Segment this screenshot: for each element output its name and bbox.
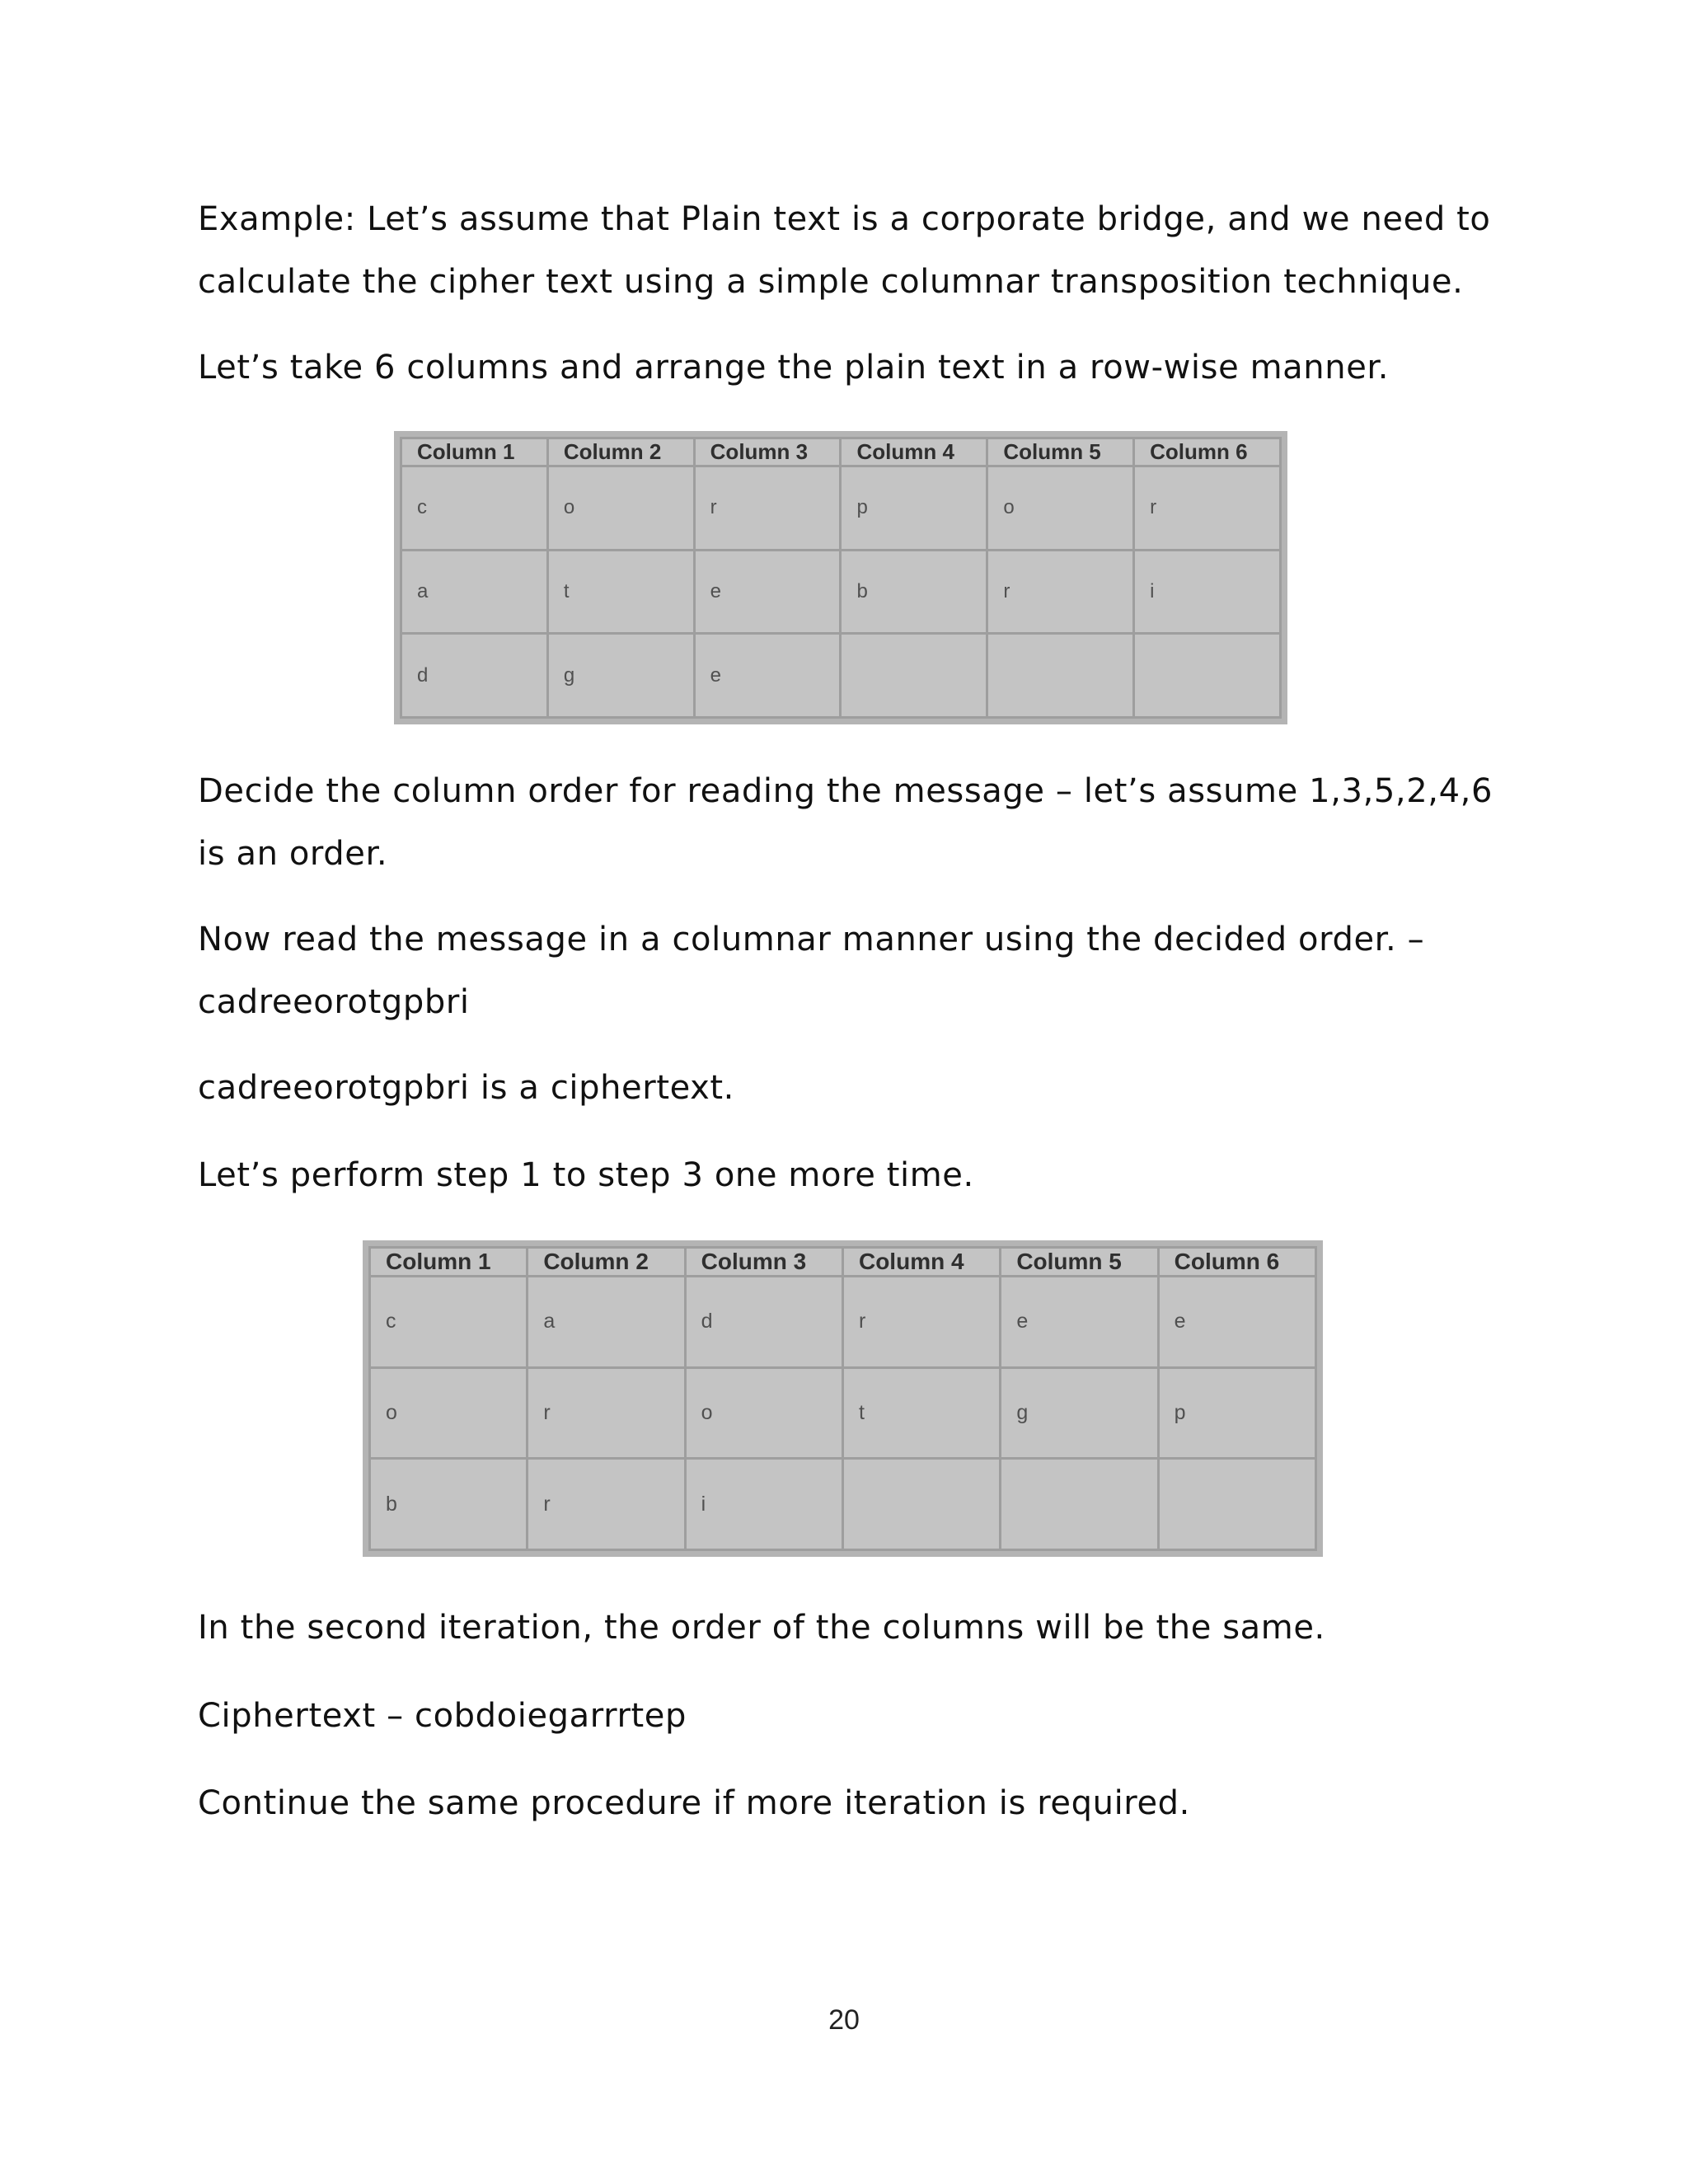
second-table-grid (368, 1246, 1317, 1551)
table-cell: a (528, 1277, 685, 1368)
table-cell: i (685, 1459, 842, 1550)
table-cell: o (547, 466, 694, 551)
continue-paragraph (198, 1772, 1500, 1835)
final-ciphertext-paragraph (198, 1685, 1500, 1747)
second-iteration-paragraph (198, 1596, 1500, 1659)
column-header: Column 6 (1134, 438, 1281, 466)
continue-text: Continue the same procedure if more iteration is required. (198, 1784, 1190, 1822)
table-cell: t (547, 550, 694, 634)
table-cell: e (694, 634, 841, 718)
table-cell: i (1134, 550, 1281, 634)
column-header: Column 3 (685, 1248, 842, 1277)
table-cell: t (842, 1367, 1000, 1459)
column-header: Column 5 (987, 438, 1134, 466)
table-cell: a (401, 550, 548, 634)
table-cell: o (370, 1367, 528, 1459)
table-cell (841, 634, 987, 718)
decide-order-paragraph (198, 760, 1500, 885)
intro-paragraph (198, 188, 1500, 313)
column-header: Column 1 (401, 438, 548, 466)
table-cell: c (370, 1277, 528, 1368)
intro-line-2: calculate the cipher text using a simple columnar transposition technique. (198, 263, 1464, 301)
table-cell (1134, 634, 1281, 718)
table-cell: r (694, 466, 841, 551)
repeat-statement: Let’s perform step 1 to step 3 one more time. (198, 1156, 974, 1194)
table-row (401, 550, 1281, 634)
final-ciphertext-text: Ciphertext – cobdoiegarrrtep (198, 1697, 687, 1735)
column-header: Column 1 (370, 1248, 528, 1277)
read-message-paragraph (198, 908, 1500, 1033)
decide-line-1: Decide the column order for reading the message – let’s assume 1,3,5,2,4,6 (198, 772, 1493, 810)
table-cell: p (1158, 1367, 1315, 1459)
table-cell: g (547, 634, 694, 718)
table-cell: e (694, 550, 841, 634)
table-row (401, 634, 1281, 718)
take-columns-text: Let’s take 6 columns and arrange the plain text in a row-wise manner. (198, 349, 1390, 387)
table-cell: b (841, 550, 987, 634)
table-cell: r (528, 1459, 685, 1550)
table-header-row (401, 438, 1281, 466)
table-cell: r (528, 1367, 685, 1459)
table-cell: e (1001, 1277, 1158, 1368)
table-cell (1158, 1459, 1315, 1550)
repeat-steps-paragraph (198, 1144, 1500, 1207)
table-cell: d (401, 634, 548, 718)
column-header: Column 6 (1158, 1248, 1315, 1277)
table-cell: g (1001, 1367, 1158, 1459)
column-header: Column 3 (694, 438, 841, 466)
table-row (370, 1459, 1316, 1550)
table-cell: p (841, 466, 987, 551)
table-cell (1001, 1459, 1158, 1550)
table-cell: o (685, 1367, 842, 1459)
table-cell: o (987, 466, 1134, 551)
column-header: Column 4 (842, 1248, 1000, 1277)
table-cell: e (1158, 1277, 1315, 1368)
read-line-1: Now read the message in a columnar manner using the decided order. – (198, 921, 1425, 958)
table-cell: r (842, 1277, 1000, 1368)
intro-line-1: Example: Let’s assume that Plain text is a corporate bridge, and we need to (198, 200, 1491, 238)
decide-line-2: is an order. (198, 835, 388, 873)
table-cell (842, 1459, 1000, 1550)
table-row (370, 1277, 1316, 1368)
first-transposition-table (394, 431, 1287, 724)
column-header: Column 5 (1001, 1248, 1158, 1277)
second-transposition-table (363, 1240, 1323, 1557)
column-header: Column 2 (547, 438, 694, 466)
table-cell: d (685, 1277, 842, 1368)
table-header-row (370, 1248, 1316, 1277)
table-cell: b (370, 1459, 528, 1550)
read-line-2: cadreeorotgpbri (198, 983, 470, 1021)
table-row (370, 1367, 1316, 1459)
table-cell: r (987, 550, 1134, 634)
ciphertext-paragraph (198, 1057, 1500, 1119)
table-cell: r (1134, 466, 1281, 551)
second-iteration-text: In the second iteration, the order of the columns will be the same. (198, 1609, 1325, 1647)
column-header: Column 4 (841, 438, 987, 466)
first-table-grid (400, 437, 1282, 719)
ciphertext-statement: cadreeorotgpbri is a ciphertext. (198, 1069, 734, 1107)
page-number: 20 (828, 2004, 860, 2036)
take-columns-paragraph (198, 336, 1500, 399)
table-cell (987, 634, 1134, 718)
table-cell: c (401, 466, 548, 551)
table-row (401, 466, 1281, 551)
column-header: Column 2 (528, 1248, 685, 1277)
